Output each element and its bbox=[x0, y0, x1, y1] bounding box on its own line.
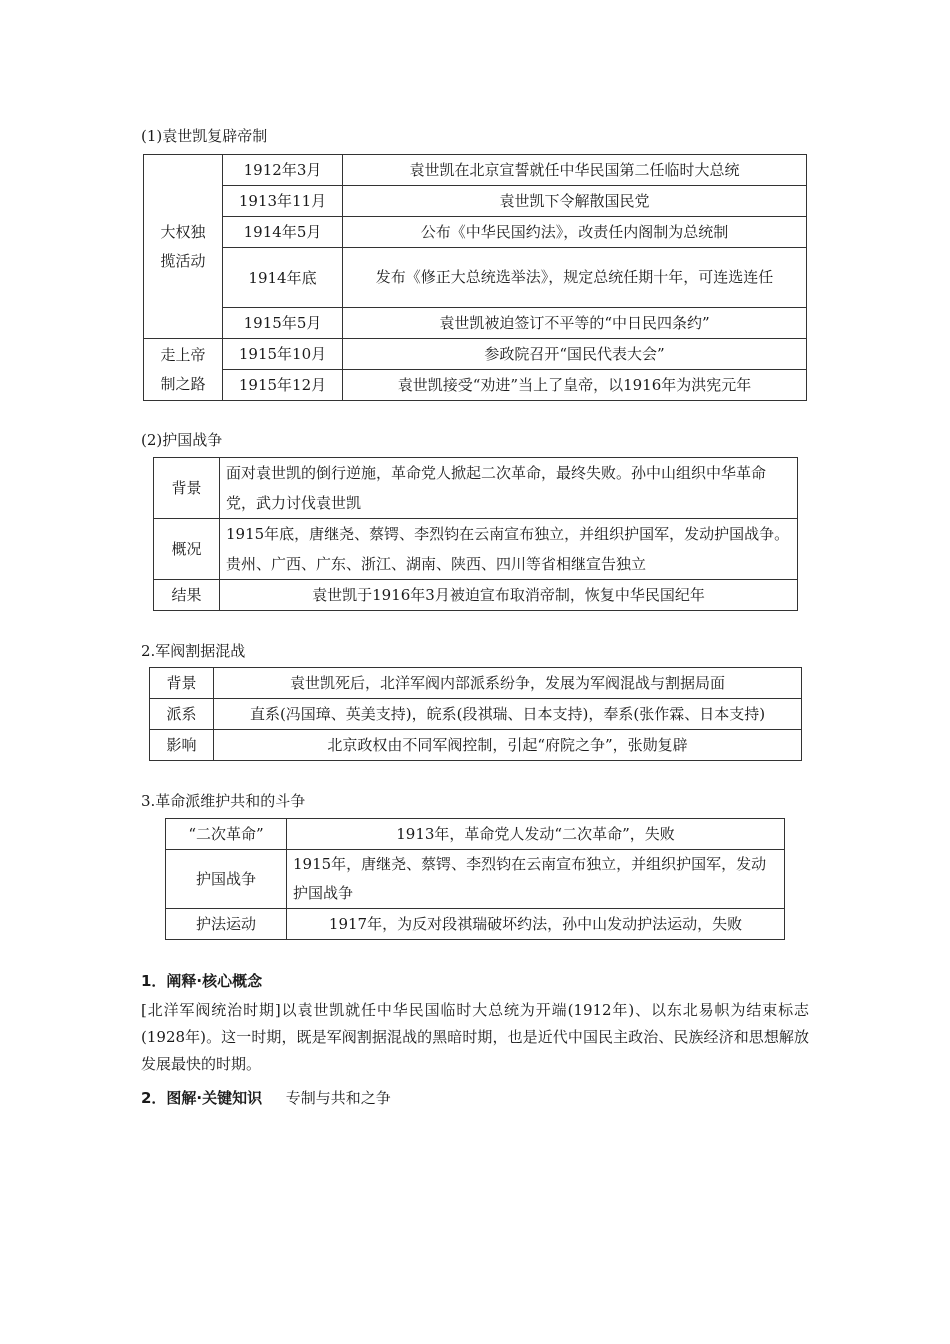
row-label: 护国战争 bbox=[166, 850, 287, 909]
row-content: 1915年，唐继尧、蔡锷、李烈钧在云南宣布独立，并组织护国军，发动护国战争 bbox=[287, 850, 785, 909]
knowledge-heading: 2．图解·关键知识 bbox=[141, 1089, 263, 1107]
date-cell: 1915年10月 bbox=[223, 339, 343, 370]
row-content: 1917年，为反对段祺瑞破坏约法，孙中山发动护法运动，失败 bbox=[287, 909, 785, 940]
group-label: 走上帝 制之路 bbox=[144, 339, 223, 401]
row-label: 影响 bbox=[150, 730, 214, 761]
knowledge-subtitle: 专制与共和之争 bbox=[285, 1089, 391, 1107]
row-label: “二次革命” bbox=[166, 819, 287, 850]
section-title: 2.军阀割据混战 bbox=[141, 642, 246, 660]
event-cell: 袁世凯下令解散国民党 bbox=[343, 186, 807, 217]
row-label: 结果 bbox=[154, 580, 220, 611]
group-label: 大权独 揽活动 bbox=[144, 155, 223, 339]
concept-heading: 1．阐释·核心概念 bbox=[141, 972, 263, 990]
republic-defense-table bbox=[165, 818, 785, 940]
row-content: 袁世凯于1916年3月被迫宣布取消帝制，恢复中华民国纪年 bbox=[220, 580, 798, 611]
warlord-table bbox=[149, 667, 802, 761]
row-label: 概况 bbox=[154, 519, 220, 580]
row-label: 护法运动 bbox=[166, 909, 287, 940]
section-title: (1)袁世凯复辟帝制 bbox=[141, 127, 268, 145]
row-content: 1915年底，唐继尧、蔡锷、李烈钧在云南宣布独立，并组织护国军，发动护国战争。贵州、广西、广东、浙江、湖南、陕西、四川等省相继宣告独立 bbox=[220, 519, 798, 580]
knowledge-line bbox=[141, 1088, 391, 1108]
event-cell: 公布《中华民国约法》，改责任内阁制为总统制 bbox=[343, 217, 807, 248]
event-cell: 发布《修正大总统选举法》，规定总统任期十年，可连选连任 bbox=[343, 248, 807, 308]
row-label: 派系 bbox=[150, 699, 214, 730]
row-label: 背景 bbox=[154, 458, 220, 519]
event-cell: 参政院召开“国民代表大会” bbox=[343, 339, 807, 370]
date-cell: 1913年11月 bbox=[223, 186, 343, 217]
event-cell: 袁世凯在北京宣誓就任中华民国第二任临时大总统 bbox=[343, 155, 807, 186]
row-content: 北京政权由不同军阀控制，引起“府院之争”，张勋复辟 bbox=[214, 730, 802, 761]
row-content: 1913年，革命党人发动“二次革命”，失败 bbox=[287, 819, 785, 850]
date-cell: 1914年5月 bbox=[223, 217, 343, 248]
national-protection-war-table bbox=[153, 457, 798, 611]
date-cell: 1915年12月 bbox=[223, 370, 343, 401]
section-title: 3.革命派维护共和的斗争 bbox=[141, 792, 306, 810]
date-cell: 1914年底 bbox=[223, 248, 343, 308]
event-cell: 袁世凯被迫签订不平等的“中日民四条约” bbox=[343, 308, 807, 339]
concept-paragraph: [北洋军阀统治时期]以袁世凯就任中华民国临时大总统为开端(1912年)、以东北易帜为结束标志(1928年)。这一时期，既是军阀割据混战的黑暗时期，也是近代中国民主政治、民族经济和思想解放发展最快的时期。 bbox=[141, 1001, 809, 1073]
row-content: 面对袁世凯的倒行逆施，革命党人掀起二次革命，最终失败。孙中山组织中华革命党，武力讨伐袁世凯 bbox=[220, 458, 798, 519]
yuan-restoration-table bbox=[143, 154, 807, 401]
section-title: (2)护国战争 bbox=[141, 431, 223, 449]
date-cell: 1912年3月 bbox=[223, 155, 343, 186]
date-cell: 1915年5月 bbox=[223, 308, 343, 339]
row-content: 直系(冯国璋、英美支持)，皖系(段祺瑞、日本支持)，奉系(张作霖、日本支持) bbox=[214, 699, 802, 730]
row-label: 背景 bbox=[150, 668, 214, 699]
row-content: 袁世凯死后，北洋军阀内部派系纷争，发展为军阀混战与割据局面 bbox=[214, 668, 802, 699]
event-cell: 袁世凯接受“劝进”当上了皇帝，以1916年为洪宪元年 bbox=[343, 370, 807, 401]
